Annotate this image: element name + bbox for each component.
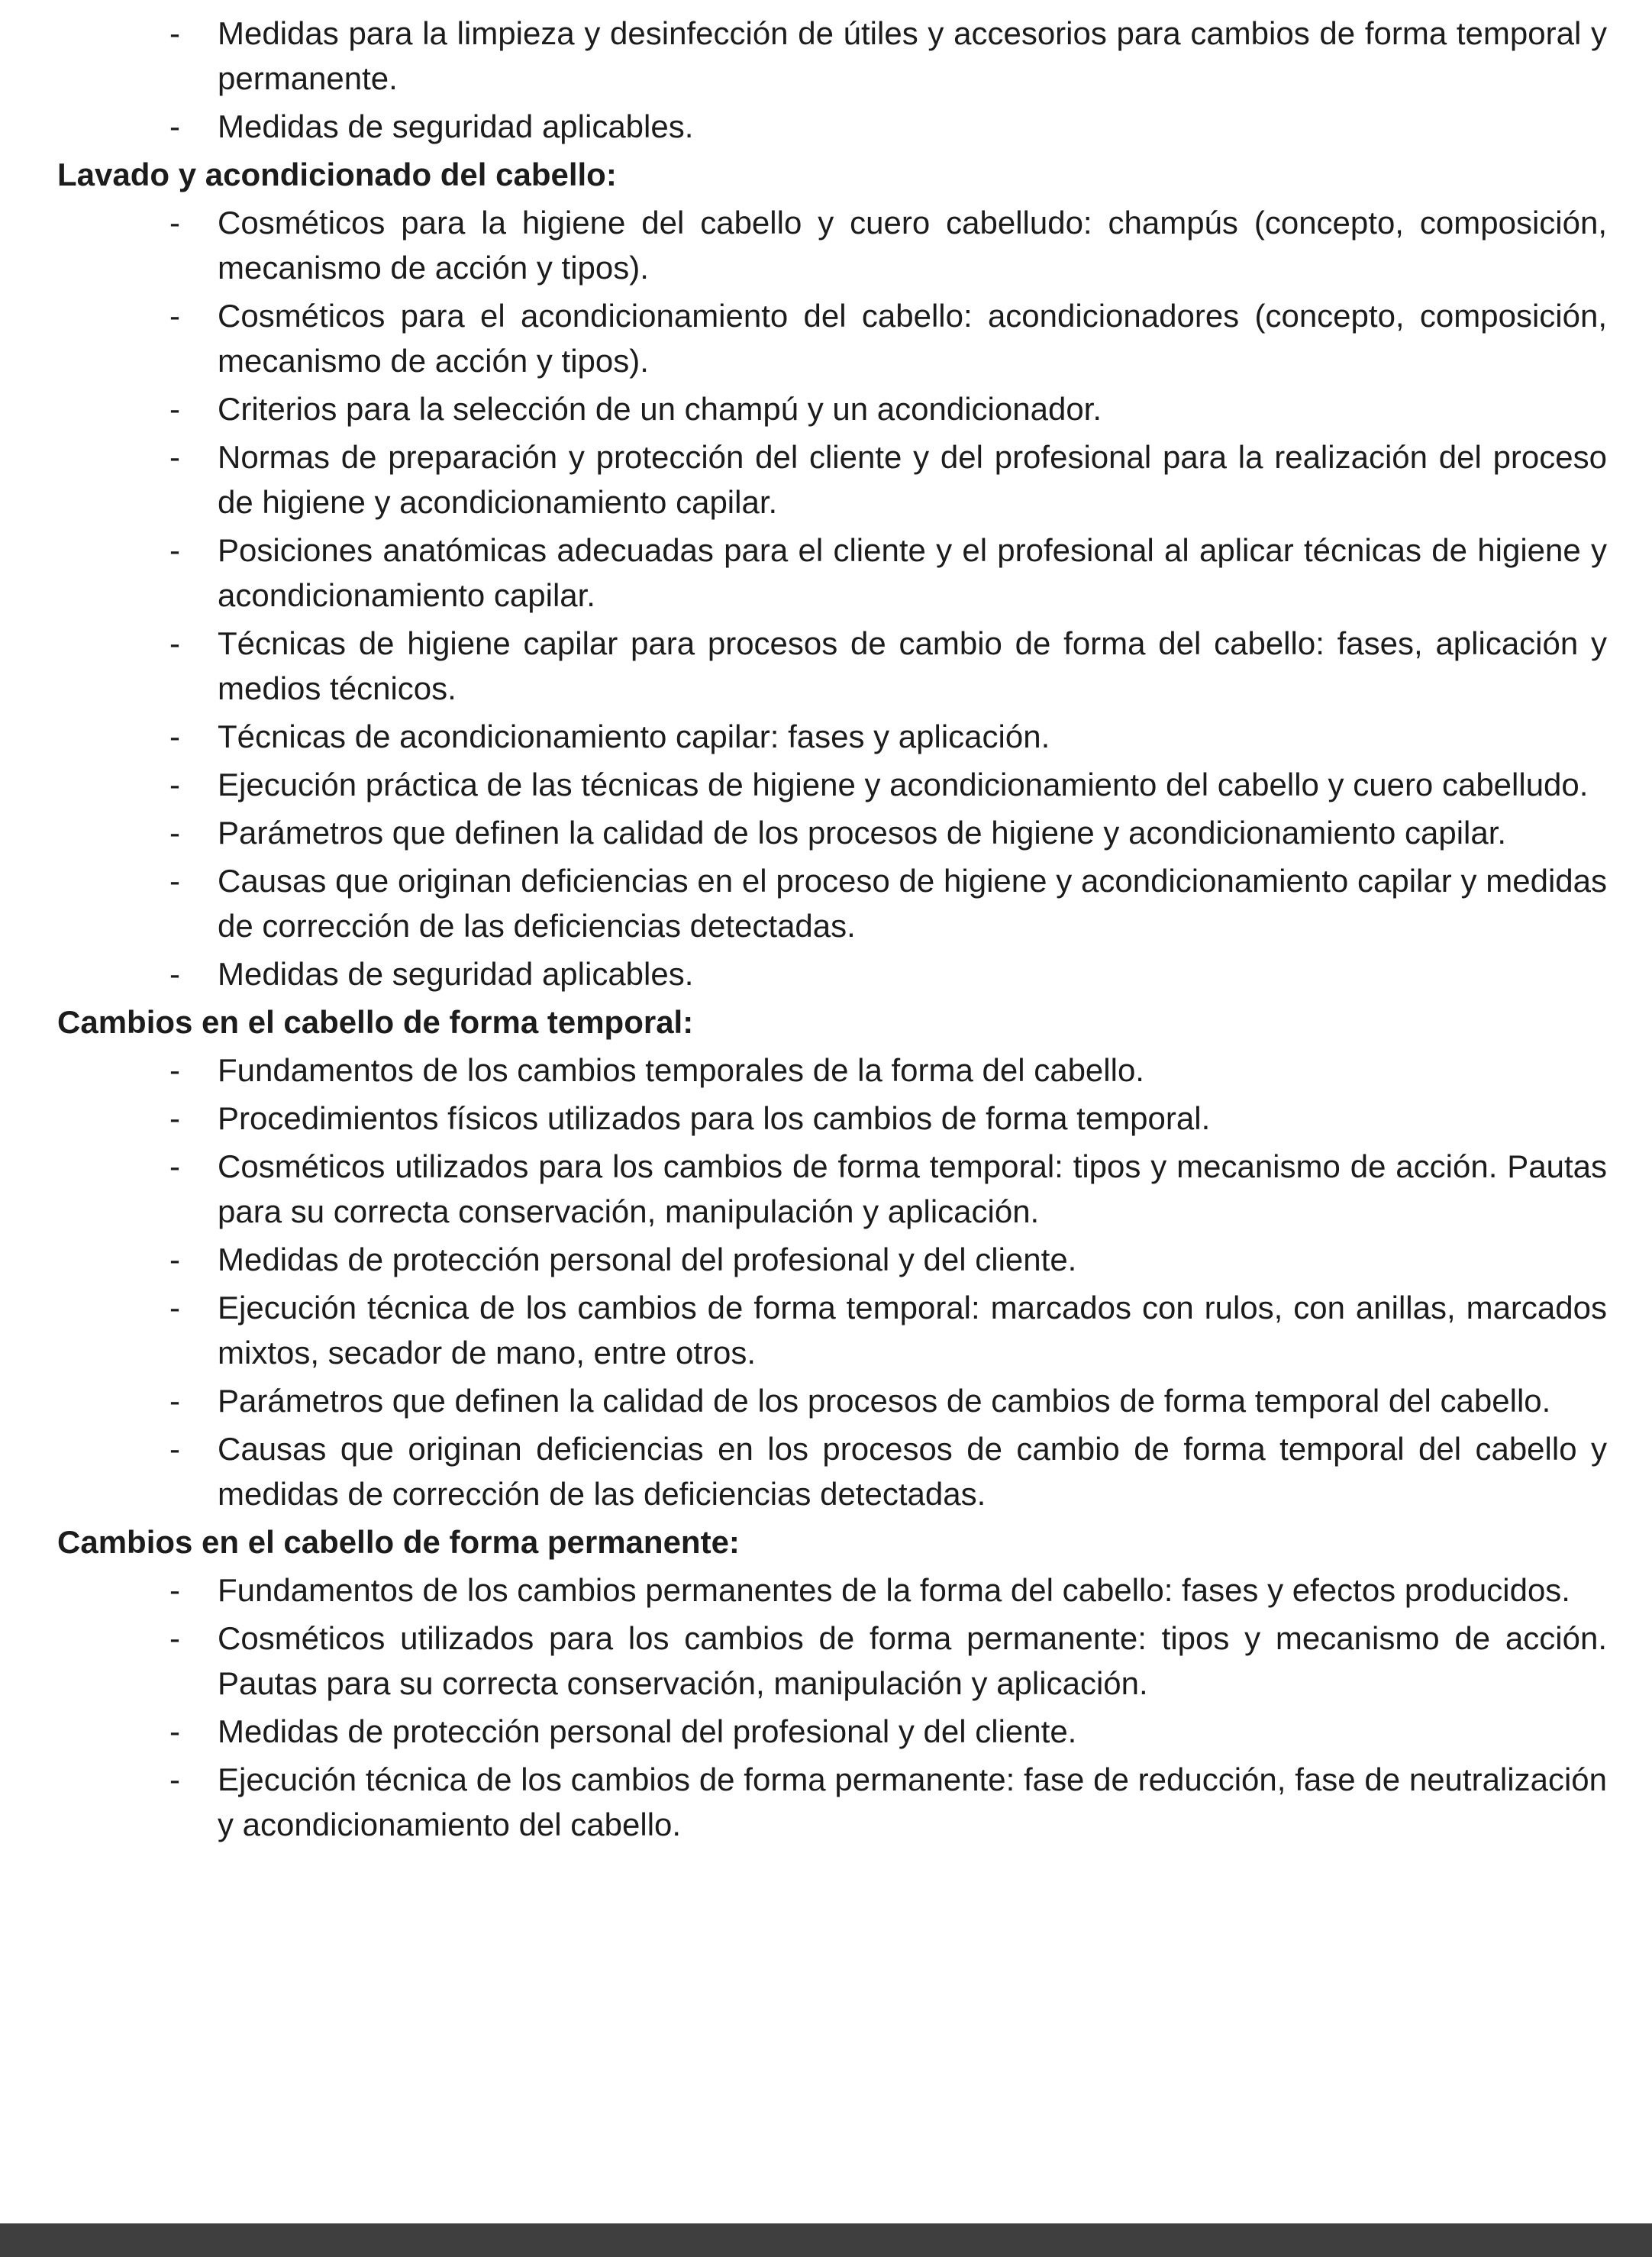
bullet-dash: -: [169, 1431, 180, 1467]
bullet-dash: -: [169, 1620, 180, 1656]
list-item-text: Fundamentos de los cambios permanentes de la forma del cabello: fases y efectos producidos.: [218, 1572, 1570, 1608]
section-heading: Lavado y acondicionado del cabello:: [57, 157, 617, 192]
list-item: [57, 1048, 1607, 1093]
list-item-text: Técnicas de higiene capilar para procesos de cambio de forma del cabello: fases, aplicación y medios técnicos.: [218, 625, 1607, 706]
list-item: [57, 1568, 1607, 1613]
bullet-list: [57, 1568, 1607, 1847]
bullet-dash: -: [169, 1290, 180, 1325]
list-item: [57, 1285, 1607, 1375]
list-item-text: Cosméticos para la higiene del cabello y cuero cabelludo: champús (concepto, composición, mecanismo de acción y tipos).: [218, 205, 1607, 286]
list-item: [57, 621, 1607, 711]
list-item-text: Medidas de protección personal del profesional y del cliente.: [218, 1242, 1077, 1277]
list-item: [57, 1709, 1607, 1754]
list-item-text: Cosméticos utilizados para los cambios de forma temporal: tipos y mecanismo de acción. Pautas para su correcta conservación, manipulación y aplicación.: [218, 1148, 1607, 1229]
bullet-dash: -: [169, 298, 180, 334]
list-item: [57, 200, 1607, 290]
list-item-text: Ejecución técnica de los cambios de forma temporal: marcados con rulos, con anillas, marcados mixtos, secador de mano, entre otros.: [218, 1290, 1607, 1371]
list-item: [57, 714, 1607, 759]
bullet-dash: -: [169, 1713, 180, 1749]
bullet-dash: -: [169, 718, 180, 754]
list-item: [57, 762, 1607, 807]
list-item: [57, 11, 1607, 101]
bullet-dash: -: [169, 1572, 180, 1608]
list-item: [57, 810, 1607, 855]
list-item: [57, 858, 1607, 948]
bullet-dash: -: [169, 439, 180, 475]
list-item-text: Ejecución práctica de las técnicas de higiene y acondicionamiento del cabello y cuero cabelludo.: [218, 767, 1589, 802]
bullet-dash: -: [169, 863, 180, 899]
list-item: [57, 1426, 1607, 1516]
bullet-dash: -: [169, 815, 180, 851]
list-item-text: Normas de preparación y protección del cliente y del profesional para la realización del proceso de higiene y acondicionamiento capilar.: [218, 439, 1607, 520]
list-item: [57, 951, 1607, 996]
bullet-dash: -: [169, 1148, 180, 1184]
list-item-text: Medidas para la limpieza y desinfección de útiles y accesorios para cambios de forma temporal y permanente.: [218, 15, 1607, 96]
bullet-dash: -: [169, 1052, 180, 1088]
bullet-dash: -: [169, 1100, 180, 1136]
list-item-text: Procedimientos físicos utilizados para los cambios de forma temporal.: [218, 1100, 1211, 1136]
list-item: [57, 1144, 1607, 1234]
bullet-dash: -: [169, 767, 180, 802]
bullet-dash: -: [169, 15, 180, 51]
list-item-text: Causas que originan deficiencias en el proceso de higiene y acondicionamiento capilar y medidas de corrección de las deficiencias detectadas.: [218, 863, 1607, 944]
bullet-dash: -: [169, 1383, 180, 1419]
bullet-dash: -: [169, 532, 180, 568]
list-item: [57, 528, 1607, 618]
list-item-text: Medidas de seguridad aplicables.: [218, 108, 694, 144]
list-item: [57, 434, 1607, 525]
list-item-text: Medidas de protección personal del profesional y del cliente.: [218, 1713, 1077, 1749]
list-item-text: Cosméticos utilizados para los cambios de forma permanente: tipos y mecanismo de acción. Pautas para su correcta conservación, manipulación y aplicación.: [218, 1620, 1607, 1701]
list-item: [57, 1378, 1607, 1423]
list-item: [57, 1237, 1607, 1282]
bullet-dash: -: [169, 625, 180, 661]
list-item: [57, 1096, 1607, 1141]
section-heading: Cambios en el cabello de forma temporal:: [57, 1004, 694, 1040]
list-item-text: Causas que originan deficiencias en los procesos de cambio de forma temporal del cabello y medidas de corrección de las deficiencias detectadas.: [218, 1431, 1607, 1512]
list-item-text: Fundamentos de los cambios temporales de la forma del cabello.: [218, 1052, 1144, 1088]
bullet-dash: -: [169, 391, 180, 427]
list-item-text: Parámetros que definen la calidad de los procesos de higiene y acondicionamiento capilar.: [218, 815, 1507, 851]
list-item-text: Parámetros que definen la calidad de los procesos de cambios de forma temporal del cabello.: [218, 1383, 1551, 1419]
bullet-dash: -: [169, 1242, 180, 1277]
list-item-text: Criterios para la selección de un champú y un acondicionador.: [218, 391, 1102, 427]
list-item: [57, 1616, 1607, 1706]
page-edge-bar: [0, 2223, 1652, 2257]
bullet-list: [57, 1048, 1607, 1516]
list-item: [57, 104, 1607, 149]
list-item-text: Cosméticos para el acondicionamiento del cabello: acondicionadores (concepto, composición, mecanismo de acción y tipos).: [218, 298, 1607, 379]
list-item-text: Posiciones anatómicas adecuadas para el cliente y el profesional al aplicar técnicas de higiene y acondicionamiento capilar.: [218, 532, 1607, 613]
bullet-dash: -: [169, 108, 180, 144]
list-item: [57, 1757, 1607, 1847]
list-item-text: Ejecución técnica de los cambios de forma permanente: fase de reducción, fase de neutralización y acondicionamiento del cabello.: [218, 1761, 1607, 1842]
list-item: [57, 293, 1607, 383]
bullet-list: [57, 11, 1607, 149]
list-item-text: Técnicas de acondicionamiento capilar: fases y aplicación.: [218, 718, 1050, 754]
section-heading: Cambios en el cabello de forma permanente:: [57, 1524, 740, 1560]
bullet-dash: -: [169, 205, 180, 241]
bullet-list: [57, 200, 1607, 996]
list-item: [57, 386, 1607, 431]
list-item-text: Medidas de seguridad aplicables.: [218, 956, 694, 992]
bullet-dash: -: [169, 956, 180, 992]
bullet-dash: -: [169, 1761, 180, 1797]
